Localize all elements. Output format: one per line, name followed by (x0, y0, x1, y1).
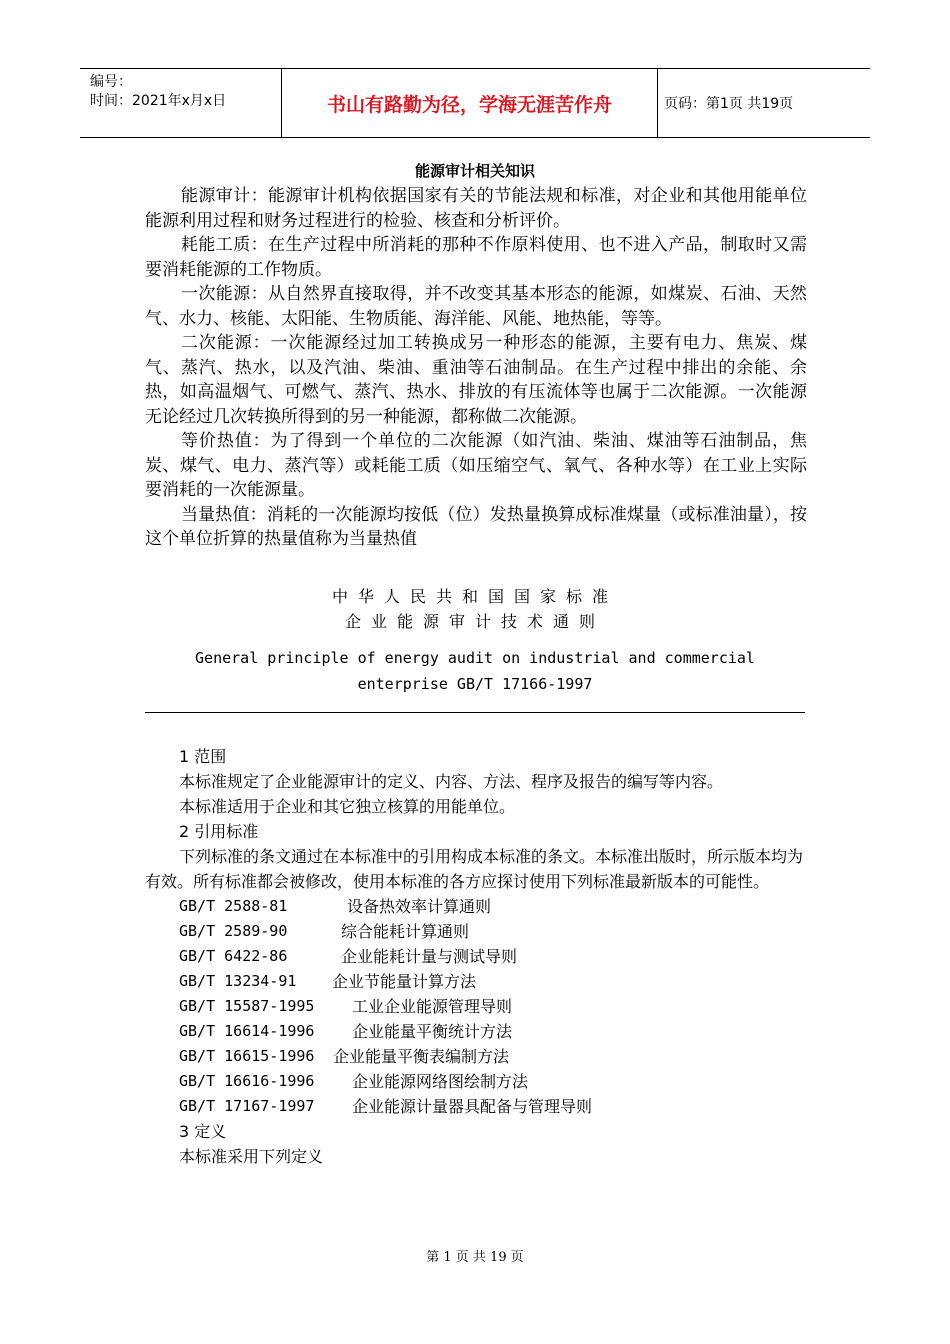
reference-title: 企业能源网络图绘制方法 (352, 1072, 529, 1091)
standard-sections (145, 744, 810, 1169)
standard-english-line2: enterprise GB/T 17166-1997 (357, 675, 593, 693)
document-title: 能源审计相关知识 (414, 162, 535, 180)
reference-item (145, 1069, 810, 1094)
paragraph: 耗能工质：在生产过程中所消耗的那种不作原料使用、也不进入产品，制取时又需要消耗能源的工作物质。 (145, 235, 807, 280)
page-footer: 第 1 页 共 19 页 (426, 1250, 524, 1265)
reference-code: GB/T 16616-1996 (179, 1072, 315, 1090)
standard-english-line1: General principle of energy audit on industrial and commercial (195, 649, 755, 667)
paragraph: 当量热值：消耗的一次能源均按低（位）发热量换算成标准煤量（或标准油量），按这个单位折算的热量值称为当量热值 (145, 504, 807, 549)
reference-code: GB/T 6422-86 (179, 947, 288, 965)
definitions-body (145, 184, 807, 552)
paragraph: 本标准采用下列定义 (179, 1147, 324, 1166)
reference-code: GB/T 2589-90 (179, 922, 288, 940)
page-header (80, 68, 870, 138)
reference-title: 综合能耗计算通则 (341, 922, 470, 941)
section-heading: 1 范围 (179, 747, 227, 766)
reference-title: 工业企业能源管理导则 (352, 997, 513, 1016)
paragraph: 本标准适用于企业和其它独立核算的用能单位。 (179, 797, 516, 816)
paragraph: 一次能源：从自然界直接取得，并不改变其基本形态的能源，如煤炭、石油、天然气、水力、核能、太阳能、生物质能、海洋能、风能、地热能，等等。 (145, 284, 807, 329)
header-motto: 书山有路勤为径，学海无涯苦作舟 (282, 69, 658, 137)
paragraph: 下列标准的条文通过在本标准中的引用构成本标准的条文。本标准出版时，所示版本均为有效。所有标准都会被修改，使用本标准的各方应探讨使用下列标准最新版本的可能性。 (145, 847, 804, 891)
reference-item (145, 969, 810, 994)
reference-title: 企业能源计量器具配备与管理导则 (352, 1097, 593, 1116)
reference-title: 企业能量平衡统计方法 (352, 1022, 513, 1041)
reference-title: 企业能量平衡表编制方法 (333, 1047, 510, 1066)
reference-code: GB/T 16614-1996 (179, 1022, 315, 1040)
reference-item (145, 994, 810, 1019)
paragraph: 等价热值：为了得到一个单位的二次能源（如汽油、柴油、煤油等石油制品，焦炭、煤气、电力、蒸汽等）或耗能工质（如压缩空气、氧气、各种水等）在工业上实际要消耗的一次能源量。 (145, 431, 807, 500)
paragraph: 本标准规定了企业能源审计的定义、内容、方法、程序及报告的编写等内容。 (179, 772, 724, 791)
reference-code: GB/T 2588-81 (179, 897, 288, 915)
reference-code: GB/T 15587-1995 (179, 997, 315, 1015)
serial-label: 编号： (90, 74, 132, 90)
reference-code: GB/T 13234-91 (179, 972, 297, 990)
time-label: 时间：2021年x月x日 (90, 93, 227, 109)
standard-name: 企业能源审计技术通则 (344, 612, 605, 631)
reference-title: 企业节能量计算方法 (332, 972, 477, 991)
reference-code: GB/T 16615-1996 (179, 1047, 315, 1065)
reference-item (145, 1019, 810, 1044)
section-heading: 2 引用标准 (179, 822, 259, 841)
reference-title: 企业能耗计量与测试导则 (341, 947, 518, 966)
reference-item (145, 894, 810, 919)
reference-item (145, 919, 810, 944)
divider (145, 712, 805, 713)
section-heading: 3 定义 (179, 1122, 227, 1141)
header-meta (80, 69, 282, 137)
reference-item (145, 1044, 810, 1069)
standard-country: 中华人民共和国国家标准 (331, 587, 618, 606)
paragraph: 二次能源：一次能源经过加工转换成另一种形态的能源，主要有电力、焦炭、煤气、蒸汽、热水，以及汽油、柴油、重油等石油制品。在生产过程中排出的余能、余热，如高温烟气、可燃气、蒸汽、热水、排放的有压流体等也属于二次能源。一次能源无论经过几次转换所得到的另一种能源，都称做二次能源。 (145, 333, 807, 427)
paragraph: 能源审计：能源审计机构依据国家有关的节能法规和标准，对企业和其他用能单位能源利用过程和财务过程进行的检验、核查和分析评价。 (145, 186, 807, 231)
reference-title: 设备热效率计算通则 (347, 897, 492, 916)
reference-code: GB/T 17167-1997 (179, 1097, 315, 1115)
reference-item (145, 1094, 810, 1119)
header-page-label: 页码：第1页 共19页 (664, 96, 794, 112)
reference-item (145, 944, 810, 969)
